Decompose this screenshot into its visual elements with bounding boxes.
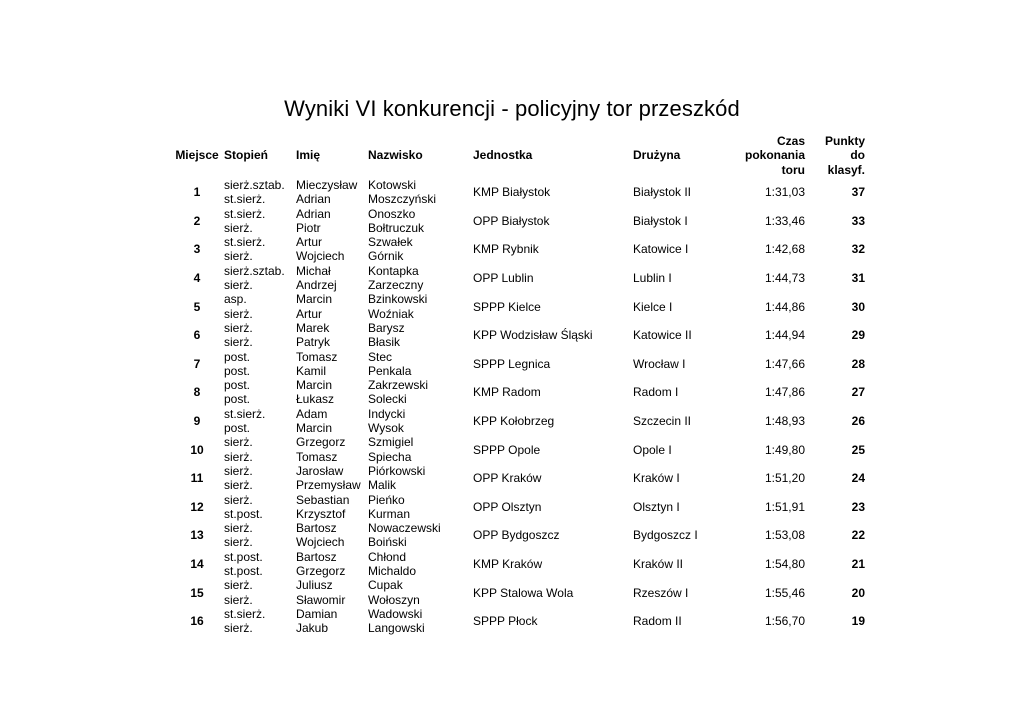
cell-czas: 1:48,93 (764, 414, 805, 429)
cell-jednostka: OPP Olsztyn (473, 499, 542, 514)
cell-nazwisko-line: Cupak (368, 578, 403, 593)
cell-stopien (224, 493, 296, 522)
cell-druzyna: Kraków I (633, 471, 680, 486)
cell-nazwisko-line: Penkala (368, 363, 412, 378)
table-row (170, 607, 865, 636)
cell-jednostka: OPP Lublin (473, 271, 534, 286)
cell-imie (296, 321, 368, 350)
cell-nazwisko (368, 264, 473, 293)
cell-jednostka: OPP Białystok (473, 213, 550, 228)
cell-miejsce: 2 (193, 213, 201, 228)
cell-punkty: 23 (851, 499, 865, 514)
cell-imie-line: Bartosz (296, 549, 337, 564)
cell-imie-line: Patryk (296, 335, 331, 350)
header-druzyna: Drużyna (633, 148, 681, 163)
cell-druzyna: Szczecin II (633, 414, 692, 429)
cell-punkty: 26 (851, 414, 865, 429)
cell-czas: 1:56,70 (764, 614, 805, 629)
header-stopien: Stopień (224, 148, 268, 163)
cell-jednostka: SPPP Kielce (473, 299, 541, 314)
cell-jednostka: OPP Bydgoszcz (473, 528, 560, 543)
cell-stopien (224, 207, 296, 236)
cell-imie (296, 178, 368, 207)
cell-stopien-line: st.sierż. (224, 606, 266, 621)
cell-miejsce: 14 (190, 557, 204, 572)
cell-czas: 1:53,08 (764, 528, 805, 543)
cell-imie-line: Adrian (296, 206, 331, 221)
cell-nazwisko-line: Woźniak (368, 306, 414, 321)
cell-stopien-line: post. (224, 392, 251, 407)
cell-druzyna: Wrocław I (633, 356, 686, 371)
cell-jednostka: SPPP Opole (473, 442, 541, 457)
header-punkty (805, 133, 865, 178)
cell-nazwisko-line: Piórkowski (368, 463, 426, 478)
cell-nazwisko (368, 178, 473, 207)
cell-czas: 1:44,73 (764, 271, 805, 286)
table-row (170, 178, 865, 207)
table-body (170, 178, 865, 636)
cell-czas: 1:47,66 (764, 356, 805, 371)
cell-miejsce: 11 (190, 471, 204, 486)
cell-druzyna: Lublin I (633, 271, 672, 286)
cell-imie-line: Artur (296, 235, 323, 250)
cell-miejsce: 3 (193, 242, 201, 257)
cell-nazwisko-line: Moszczyński (368, 192, 437, 207)
cell-stopien-line: sierż. (224, 320, 253, 335)
cell-imie-line: Łukasz (296, 392, 335, 407)
cell-punkty: 32 (851, 242, 865, 257)
cell-druzyna: Białystok II (633, 185, 692, 200)
page-title: Wyniki VI konkurencji - policyjny tor przeszkód (284, 96, 740, 121)
cell-imie-line: Sebastian (296, 492, 350, 507)
cell-druzyna: Radom I (633, 385, 679, 400)
cell-jednostka: SPPP Płock (473, 614, 538, 629)
cell-imie-line: Przemysław (296, 478, 361, 493)
cell-nazwisko (368, 407, 473, 436)
cell-miejsce: 6 (193, 328, 201, 343)
cell-nazwisko-line: Michaldo (368, 564, 417, 579)
cell-imie-line: Jakub (296, 621, 329, 636)
cell-stopien-line: st.post. (224, 549, 263, 564)
cell-nazwisko (368, 292, 473, 321)
cell-stopien (224, 292, 296, 321)
cell-czas: 1:33,46 (764, 213, 805, 228)
cell-stopien-line: sierż. (224, 449, 253, 464)
header-miejsce: Miejsce (175, 148, 219, 163)
cell-nazwisko-line: Barysz (368, 320, 405, 335)
cell-punkty: 29 (851, 328, 865, 343)
cell-punkty: 30 (851, 299, 865, 314)
cell-imie (296, 292, 368, 321)
table-row (170, 464, 865, 493)
cell-stopien (224, 178, 296, 207)
cell-imie (296, 378, 368, 407)
cell-stopien-line: st.post. (224, 506, 263, 521)
cell-imie-line: Artur (296, 306, 323, 321)
cell-nazwisko-line: Zarzeczny (368, 278, 424, 293)
cell-nazwisko (368, 378, 473, 407)
cell-nazwisko-line: Zakrzewski (368, 378, 429, 393)
cell-punkty: 24 (851, 471, 865, 486)
cell-miejsce: 8 (193, 385, 201, 400)
cell-stopien-line: sierż. (224, 463, 253, 478)
cell-imie-line: Kamil (296, 363, 327, 378)
cell-nazwisko (368, 350, 473, 379)
cell-stopien (224, 550, 296, 579)
cell-stopien-line: post. (224, 378, 251, 393)
cell-imie (296, 578, 368, 607)
cell-punkty: 37 (851, 185, 865, 200)
cell-nazwisko-line: Langowski (368, 621, 425, 636)
table-row (170, 435, 865, 464)
cell-stopien-line: sierż. (224, 220, 253, 235)
cell-nazwisko (368, 464, 473, 493)
cell-nazwisko (368, 435, 473, 464)
cell-stopien (224, 378, 296, 407)
cell-nazwisko-line: Wysok (368, 421, 404, 436)
cell-nazwisko-line: Wadowski (368, 606, 423, 621)
cell-jednostka: KMP Białystok (473, 185, 551, 200)
cell-imie (296, 550, 368, 579)
cell-nazwisko-line: Kotowski (368, 178, 417, 192)
header-nazwisko: Nazwisko (368, 148, 423, 163)
cell-druzyna: Katowice I (633, 242, 689, 257)
header-jednostka: Jednostka (473, 148, 533, 163)
cell-imie-line: Bartosz (296, 521, 337, 536)
cell-nazwisko-line: Kurman (368, 506, 411, 521)
cell-stopien-line: post. (224, 349, 251, 364)
cell-stopien-line: sierż. (224, 435, 253, 450)
cell-stopien-line: sierż. (224, 535, 253, 550)
cell-stopien (224, 578, 296, 607)
table-row (170, 207, 865, 236)
cell-imie (296, 607, 368, 636)
cell-druzyna: Kielce I (633, 299, 673, 314)
cell-punkty: 20 (851, 585, 865, 600)
cell-stopien-line: sierż.sztab. (224, 263, 285, 278)
cell-stopien-line: st.sierż. (224, 406, 266, 421)
header-czas-line: pokonania (744, 148, 805, 163)
header-czas-line: Czas (776, 134, 805, 149)
cell-imie-line: Wojciech (296, 249, 345, 264)
table-row (170, 550, 865, 579)
table-row (170, 264, 865, 293)
table-row (170, 578, 865, 607)
cell-jednostka: KPP Wodzisław Śląski (473, 328, 593, 343)
header-punkty-line: do (850, 148, 865, 163)
cell-miejsce: 12 (190, 499, 204, 514)
cell-stopien (224, 264, 296, 293)
cell-czas: 1:31,03 (764, 185, 805, 200)
table-row (170, 321, 865, 350)
cell-imie (296, 521, 368, 550)
cell-imie-line: Juliusz (296, 578, 333, 593)
cell-nazwisko (368, 493, 473, 522)
cell-stopien-line: st.post. (224, 564, 263, 579)
cell-imie-line: Mieczysław (296, 178, 358, 192)
cell-nazwisko-line: Malik (368, 478, 397, 493)
results-table (170, 133, 865, 636)
cell-imie-line: Wojciech (296, 535, 345, 550)
cell-stopien-line: sierż. (224, 492, 253, 507)
cell-nazwisko-line: Górnik (368, 249, 404, 264)
cell-imie-line: Marcin (296, 421, 333, 436)
table-row (170, 378, 865, 407)
cell-czas: 1:47,86 (764, 385, 805, 400)
table-row (170, 292, 865, 321)
cell-druzyna: Rzeszów I (633, 585, 689, 600)
cell-imie-line: Krzysztof (296, 506, 346, 521)
cell-stopien (224, 350, 296, 379)
cell-nazwisko-line: Indycki (368, 406, 406, 421)
cell-nazwisko-line: Nowaczewski (368, 521, 441, 536)
cell-imie-line: Jarosław (296, 463, 344, 478)
cell-czas: 1:44,86 (764, 299, 805, 314)
cell-imie (296, 235, 368, 264)
cell-stopien-line: asp. (224, 292, 247, 307)
cell-nazwisko (368, 550, 473, 579)
cell-imie (296, 435, 368, 464)
cell-stopien-line: sierż. (224, 249, 253, 264)
cell-imie-line: Tomasz (296, 349, 338, 364)
cell-druzyna: Kraków II (633, 557, 684, 572)
cell-jednostka: KMP Rybnik (473, 242, 539, 257)
cell-czas: 1:51,20 (764, 471, 805, 486)
cell-stopien-line: sierż.sztab. (224, 178, 285, 192)
cell-nazwisko-line: Pieńko (368, 492, 405, 507)
cell-nazwisko (368, 321, 473, 350)
cell-nazwisko-line: Bzinkowski (368, 292, 428, 307)
cell-imie (296, 407, 368, 436)
cell-czas: 1:42,68 (764, 242, 805, 257)
cell-imie-line: Michał (296, 263, 331, 278)
cell-druzyna: Olsztyn I (633, 499, 680, 514)
cell-druzyna: Białystok I (633, 213, 688, 228)
cell-imie-line: Grzegorz (296, 435, 346, 450)
header-punkty-line: klasyf. (827, 162, 865, 177)
cell-jednostka: KPP Stalowa Wola (473, 585, 574, 600)
cell-imie-line: Sławomir (296, 592, 346, 607)
table-row (170, 350, 865, 379)
cell-stopien (224, 607, 296, 636)
table-row (170, 493, 865, 522)
cell-stopien (224, 435, 296, 464)
cell-punkty: 25 (851, 442, 865, 457)
cell-stopien-line: sierż. (224, 478, 253, 493)
cell-punkty: 22 (851, 528, 865, 543)
cell-jednostka: KMP Radom (473, 385, 541, 400)
cell-stopien (224, 521, 296, 550)
cell-nazwisko (368, 578, 473, 607)
cell-czas: 1:51,91 (764, 499, 805, 514)
cell-stopien-line: sierż. (224, 521, 253, 536)
cell-jednostka: KPP Kołobrzeg (473, 414, 555, 429)
cell-druzyna: Radom II (633, 614, 682, 629)
header-punkty-line: Punkty (824, 134, 865, 149)
cell-punkty: 19 (851, 614, 865, 629)
table-row (170, 407, 865, 436)
cell-stopien-line: sierż. (224, 592, 253, 607)
cell-imie (296, 350, 368, 379)
cell-punkty: 27 (851, 385, 865, 400)
cell-miejsce: 10 (190, 442, 204, 457)
cell-stopien-line: post. (224, 363, 251, 378)
cell-stopien-line: st.sierż. (224, 206, 266, 221)
cell-nazwisko-line: Wołoszyn (368, 592, 420, 607)
cell-imie (296, 464, 368, 493)
cell-druzyna: Opole I (633, 442, 672, 457)
cell-nazwisko-line: Solecki (368, 392, 407, 407)
cell-nazwisko-line: Szmigiel (368, 435, 414, 450)
cell-czas: 1:54,80 (764, 557, 805, 572)
cell-miejsce: 9 (193, 414, 201, 429)
cell-stopien-line: sierż. (224, 278, 253, 293)
cell-stopien (224, 464, 296, 493)
cell-nazwisko-line: Bołtruczuk (368, 220, 425, 235)
cell-imie-line: Grzegorz (296, 564, 346, 579)
cell-imie (296, 264, 368, 293)
cell-punkty: 21 (851, 557, 865, 572)
cell-jednostka: SPPP Legnica (473, 356, 551, 371)
cell-nazwisko-line: Onoszko (368, 206, 416, 221)
cell-miejsce: 13 (190, 528, 204, 543)
cell-imie-line: Adrian (296, 192, 331, 207)
cell-druzyna: Bydgoszcz I (633, 528, 698, 543)
cell-punkty: 28 (851, 356, 865, 371)
cell-jednostka: OPP Kraków (473, 471, 542, 486)
header-czas-line: toru (781, 162, 805, 177)
cell-nazwisko-line: Stec (368, 349, 393, 364)
cell-miejsce: 16 (190, 614, 204, 629)
cell-stopien-line: sierż. (224, 621, 253, 636)
table-header-row (170, 133, 865, 178)
cell-nazwisko (368, 521, 473, 550)
cell-imie-line: Piotr (296, 220, 321, 235)
header-czas (725, 133, 805, 178)
cell-nazwisko (368, 207, 473, 236)
cell-stopien (224, 235, 296, 264)
cell-druzyna: Katowice II (633, 328, 692, 343)
cell-stopien-line: sierż. (224, 335, 253, 350)
cell-nazwisko-line: Spiecha (368, 449, 412, 464)
cell-nazwisko-line: Kontapka (368, 263, 419, 278)
cell-nazwisko (368, 235, 473, 264)
cell-czas: 1:49,80 (764, 442, 805, 457)
cell-stopien-line: sierż. (224, 578, 253, 593)
cell-miejsce: 1 (193, 185, 201, 200)
cell-miejsce: 5 (193, 299, 201, 314)
cell-miejsce: 4 (193, 271, 201, 286)
cell-imie-line: Adam (296, 406, 328, 421)
cell-nazwisko (368, 607, 473, 636)
cell-stopien-line: st.sierż. (224, 235, 266, 250)
cell-miejsce: 7 (193, 356, 201, 371)
cell-imie (296, 493, 368, 522)
cell-punkty: 31 (851, 271, 865, 286)
cell-nazwisko-line: Szwałek (368, 235, 413, 250)
cell-stopien (224, 407, 296, 436)
cell-jednostka: KMP Kraków (473, 557, 543, 572)
cell-imie-line: Marek (296, 320, 330, 335)
cell-stopien-line: sierż. (224, 306, 253, 321)
cell-imie-line: Andrzej (296, 278, 337, 293)
cell-stopien (224, 321, 296, 350)
cell-czas: 1:55,46 (764, 585, 805, 600)
cell-imie-line: Damian (296, 606, 338, 621)
cell-imie-line: Tomasz (296, 449, 338, 464)
cell-punkty: 33 (851, 213, 865, 228)
cell-czas: 1:44,94 (764, 328, 805, 343)
table-row (170, 235, 865, 264)
header-imie: Imię (296, 148, 321, 163)
cell-nazwisko-line: Błasik (368, 335, 401, 350)
cell-nazwisko-line: Chłond (368, 549, 407, 564)
table-row (170, 521, 865, 550)
cell-imie (296, 207, 368, 236)
cell-stopien-line: post. (224, 421, 251, 436)
cell-imie-line: Marcin (296, 378, 333, 393)
cell-imie-line: Marcin (296, 292, 333, 307)
cell-miejsce: 15 (190, 585, 204, 600)
cell-nazwisko-line: Boiński (368, 535, 407, 550)
cell-stopien-line: st.sierż. (224, 192, 266, 207)
